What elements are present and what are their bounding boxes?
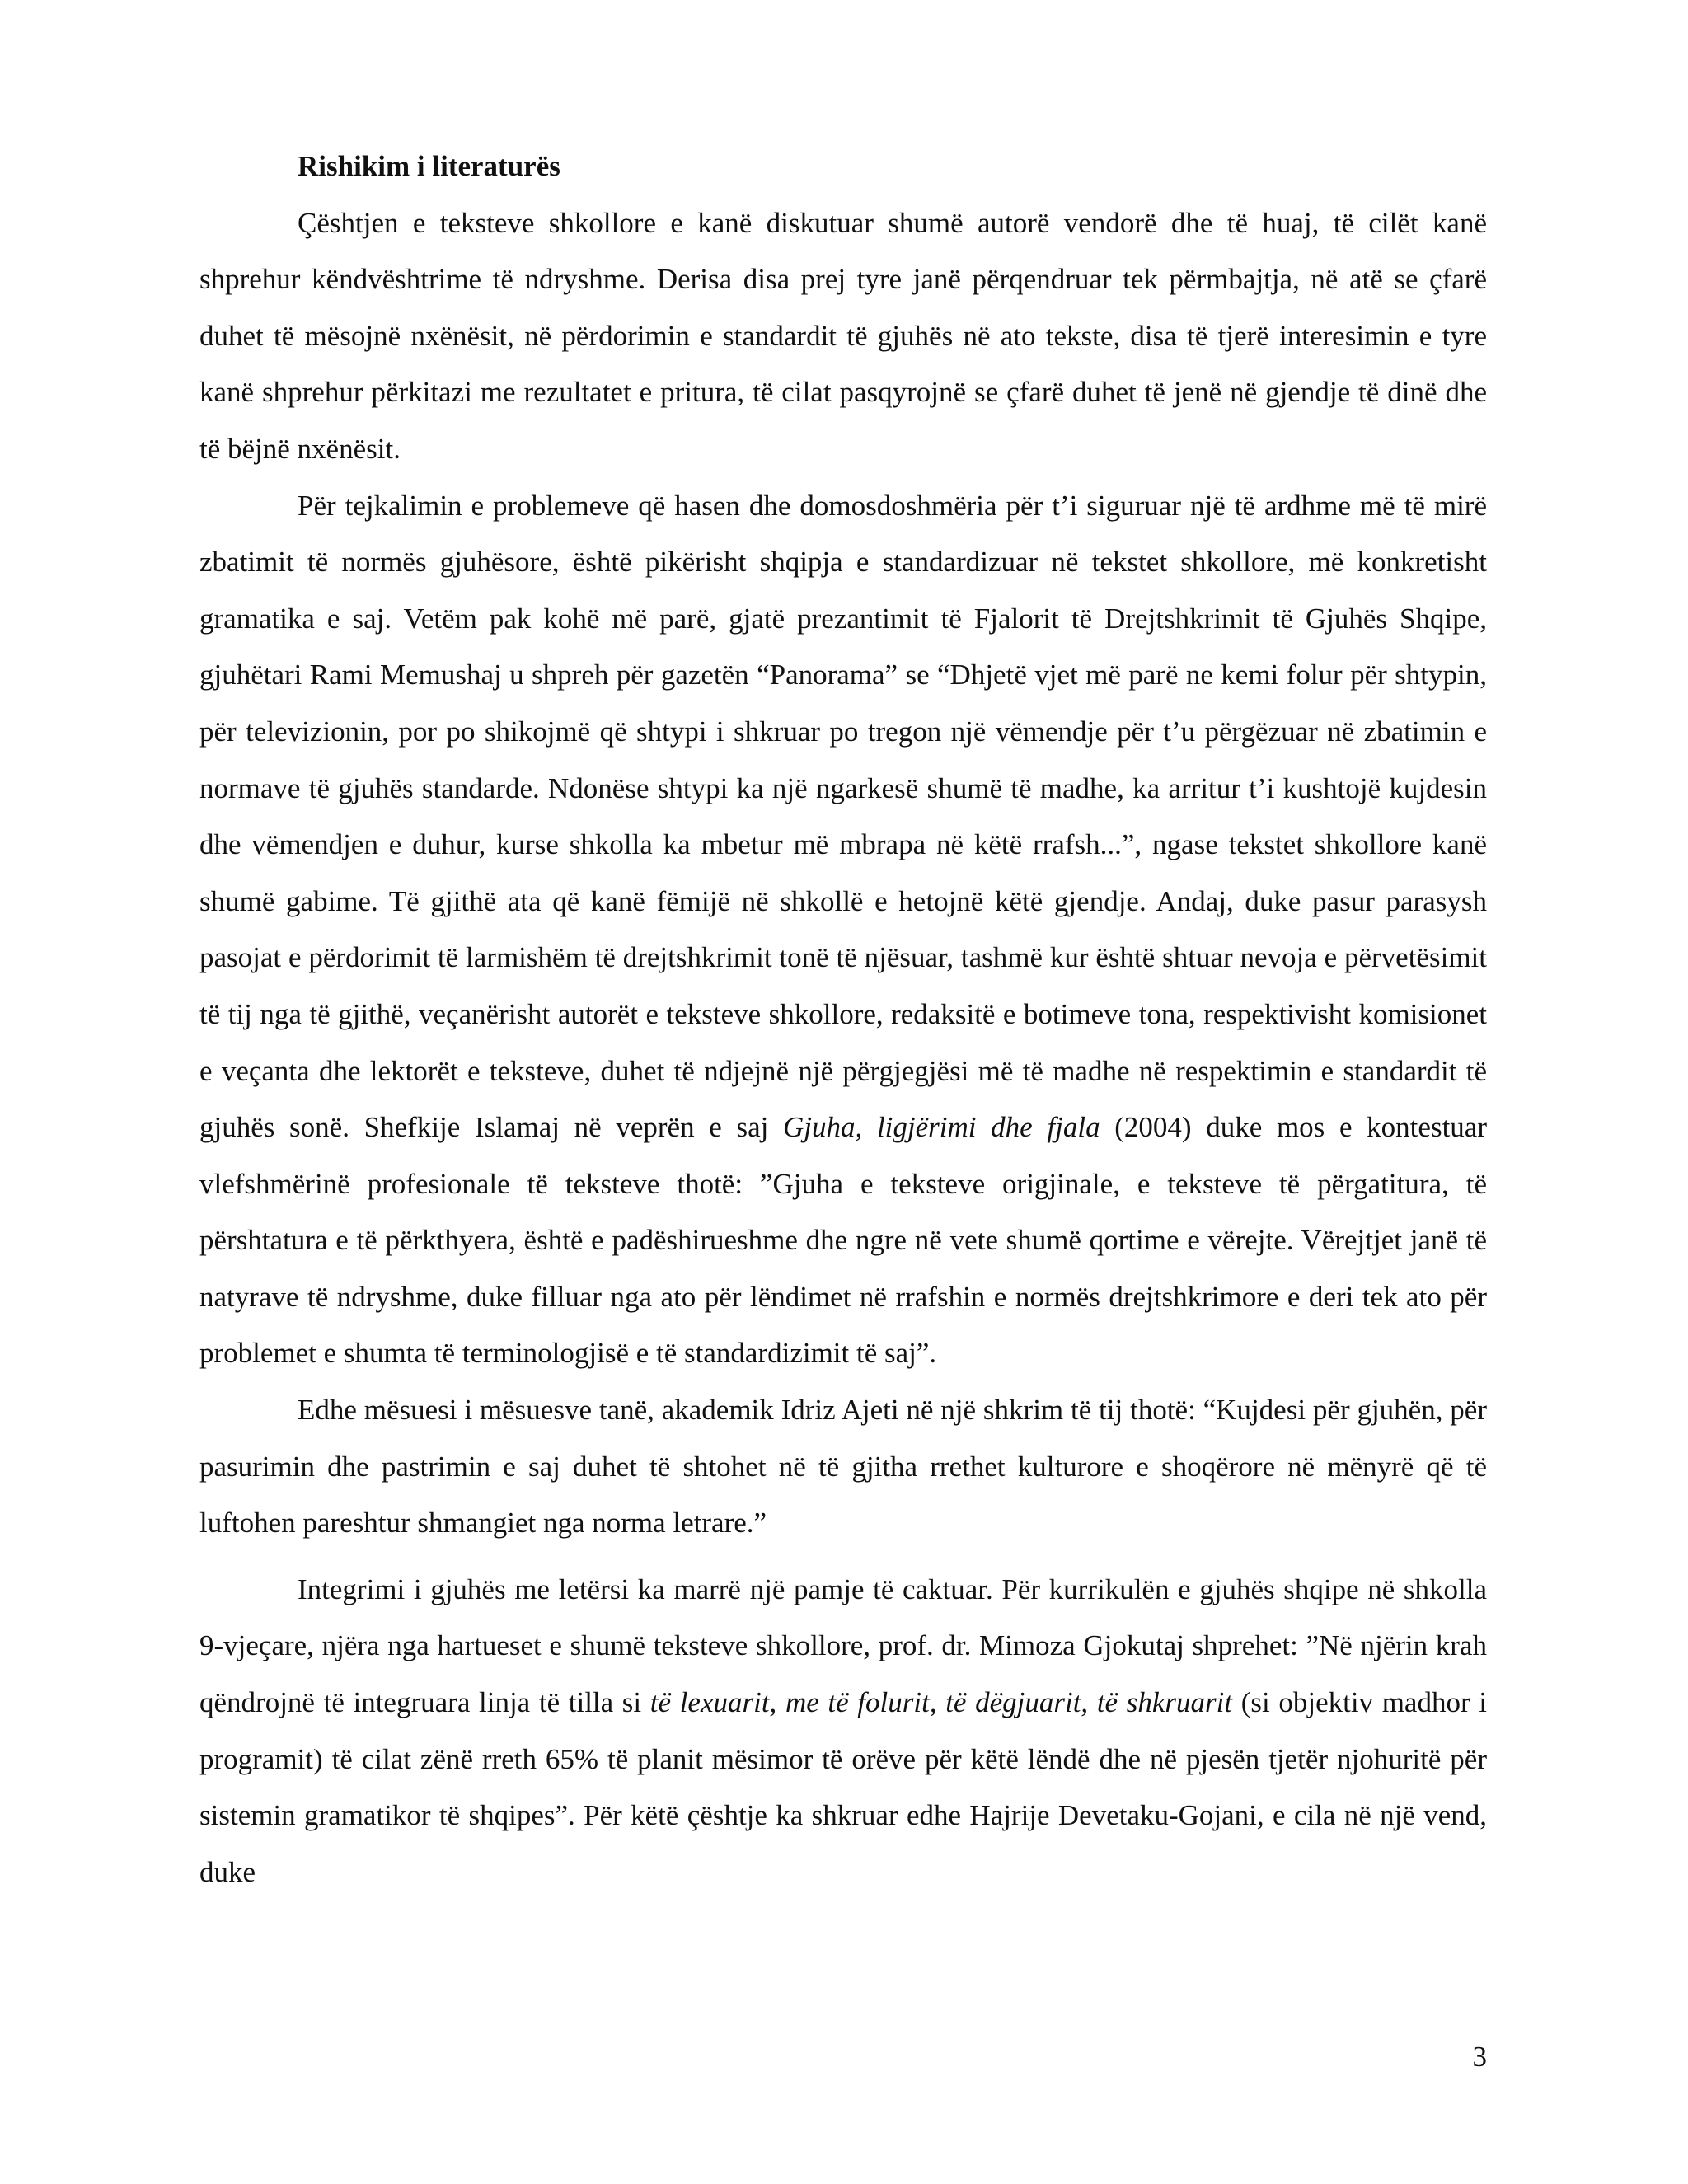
book-title: Gjuha, ligjërimi dhe fjala <box>783 1111 1100 1144</box>
paragraph-text: Edhe mësuesi i mësuesve tanë, akademik Idriz Ajeti në një shkrim të tij thotë: “Kujdesi për gjuhën, për pasurimin dhe pastrimin e saj duhet të shtohet në të gjitha rrethet kulturore e shoqërore në mënyrë që të luftohen pareshtur shmangiet nga norma letrare.” <box>199 1394 1487 1540</box>
paragraph-2 <box>199 478 1487 1383</box>
paragraph-text: (si objektiv madhor i programit) të cilat zënë rreth 65% të planit mësimor të orëve për këtë lëndë dhe në pjesën tjetër njohuritë për sistemin gramatikor të shqipes”. Për këtë çështje ka shkruar edhe Hajrije Devetaku-Gojani, e cila në një vend, duke <box>199 1686 1487 1888</box>
page-body <box>199 138 1487 1900</box>
section-heading: Rishikim i literaturës <box>298 150 560 182</box>
paragraph-4 <box>199 1562 1487 1901</box>
paragraph-text: Për tejkalimin e problemeve që hasen dhe domosdoshmëria për t’i siguruar një të ardhme më të mirë zbatimit të normës gjuhësore, është pikërisht shqipja e standardizuar në tekstet shkollore, më konkretisht gramatika e saj. Vetëm pak kohë më parë, gjatë prezantimit të Fjalorit të Drejtshkrimit të Gjuhës Shqipe, gjuhëtari Rami Memushaj u shpreh për gazetën “Panorama” se “Dhjetë vjet më parë ne kemi folur për shtypin, për televizionin, por po shikojmë që shtypi i shkruar po tregon një vëmendje për t’u përgëzuar në zbatimin e normave të gjuhës standarde. Ndonëse shtypi ka një ngarkesë shumë të madhe, ka arritur t’i kushtojë kujdesin dhe vëmendjen e duhur, kurse shkolla ka mbetur më mbrapa në këtë rrafsh...”, ngase tekstet shkollore kanë shumë gabime. Të gjithë ata që kanë fëmijë në shkollë e hetojnë këtë gjendje. Andaj, duke pasur parasysh pasojat e përdorimit të larmishëm të drejtshkrimit tonë të njësuar, tashmë kur është shtuar nevoja e përvetësimit të tij nga të gjithë, veçanërisht autorët e teksteve shkollore, redaksitë e botimeve tona, respektivisht komisionet e veçanta dhe lektorët e teksteve, duhet të ndjejnë një përgjegjësi më të madhe në respektimin e standardit të gjuhës sonë. Shefkije Islamaj në veprën e saj <box>199 489 1487 1144</box>
emphasized-phrase: të lexuarit, me të folurit, të dëgjuarit, të shkruarit <box>649 1686 1233 1719</box>
paragraph-text: Integrimi i gjuhës me letërsi ka marrë një pamje të caktuar. Për kurrikulën e gjuhës shqipe në shkolla 9-vjeçare, njëra nga hartueset e shumë teksteve shkollore, prof. dr. Mimoza Gjokutaj shprehet: ”Në njërin krah qëndrojnë të integruara linja të tilla si <box>199 1572 1487 1719</box>
paragraph-1 <box>199 195 1487 478</box>
paragraph-3 <box>199 1382 1487 1552</box>
paragraph-text: (2004) duke mos e kontestuar vlefshmërinë profesionale të teksteve thotë: ”Gjuha e teksteve origjinale, e teksteve të përgatitura, të përshtatura e të përkthyera, është e padëshirueshme dhe ngre në vete shumë qortime e vërejte. Vërejtjet janë të natyrave të ndryshme, duke filluar nga ato për lëndimet në rrafshin e normës drejtshkrimore e deri tek ato për problemet e shumta të terminologjisë e të standardizimit të saj”. <box>199 1111 1487 1370</box>
paragraph-text: Çështjen e teksteve shkollore e kanë diskutuar shumë autorë vendorë dhe të huaj, të cilët kanë shprehur këndvështrime të ndryshme. Derisa disa prej tyre janë përqendruar tek përmbajtja, në atë se çfarë duhet të mësojnë nxënësit, në përdorimin e standardit të gjuhës në ato tekste, disa të tjerë interesimin e tyre kanë shprehur përkitazi me rezultatet e pritura, të cilat pasqyrojnë se çfarë duhet të jenë në gjendje të dinë dhe të bëjnë nxënësit. <box>199 206 1487 465</box>
page-number: 3 <box>1472 2041 1487 2073</box>
